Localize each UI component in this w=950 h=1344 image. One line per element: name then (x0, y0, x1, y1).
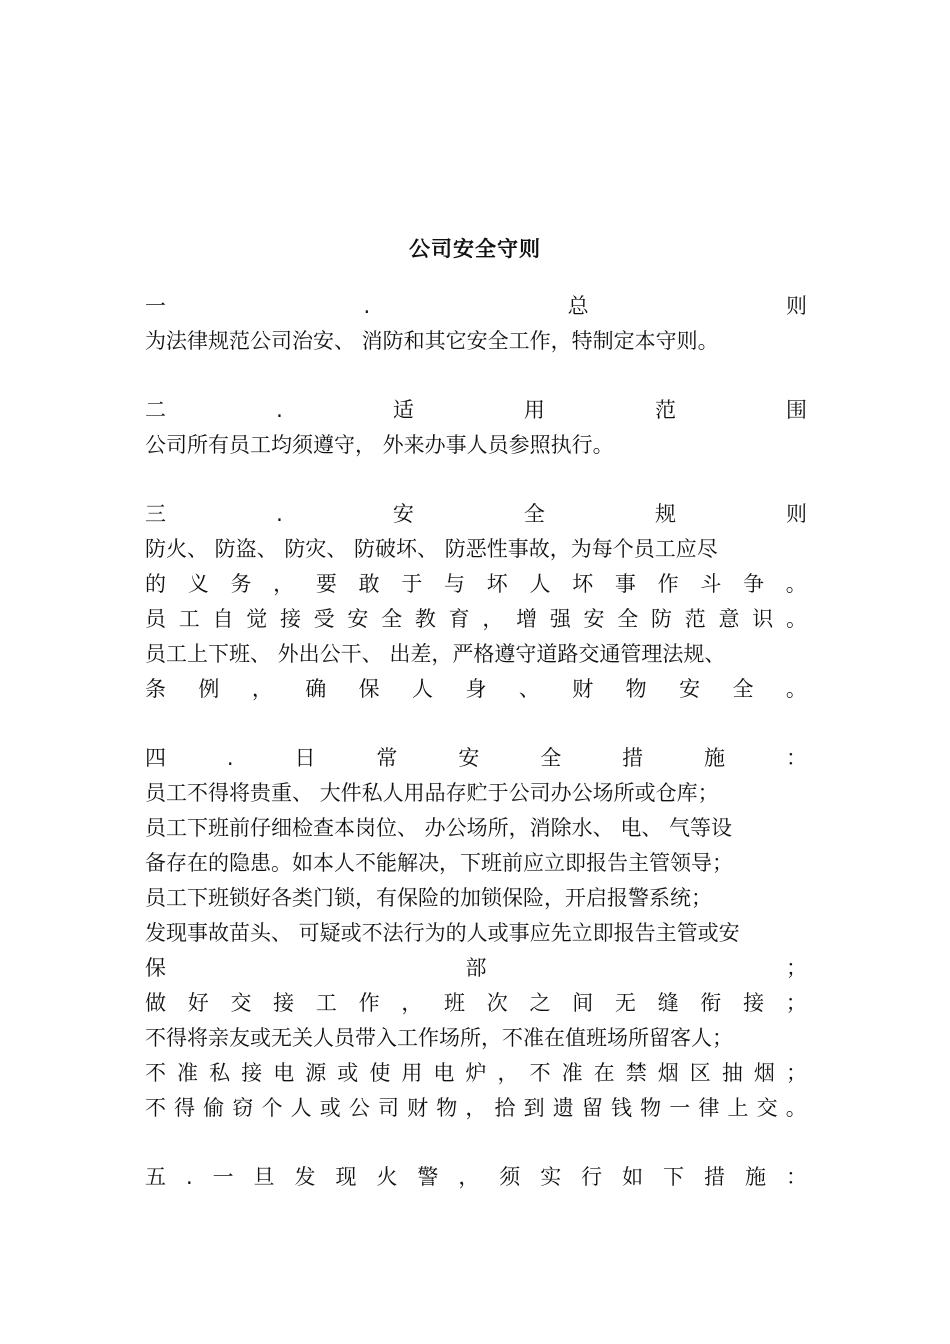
character: ： (785, 746, 807, 770)
paragraph-gap (145, 707, 807, 741)
character: 围 (786, 398, 807, 422)
character: 物 (625, 677, 647, 701)
character: 律 (698, 1096, 720, 1120)
character: 用 (523, 398, 545, 422)
body-line: 为法律规范公司治安、 消防和其它安全工作，特制定本守则。 (145, 329, 719, 353)
character: 于 (401, 572, 423, 596)
character: 措 (622, 746, 644, 770)
character: 施 (704, 746, 726, 770)
character: 四 (145, 746, 166, 770)
body-line (145, 951, 807, 986)
character: 二 (145, 398, 166, 422)
character: 行 (581, 1165, 603, 1189)
character: 发 (294, 1165, 316, 1189)
character: 安 (392, 502, 414, 526)
section-heading (145, 289, 807, 324)
character: 身 (465, 677, 487, 701)
character: 。 (785, 1096, 807, 1120)
character: 与 (444, 572, 466, 596)
character: ， (497, 1061, 519, 1085)
character: 窃 (232, 1096, 254, 1120)
character: 。 (785, 572, 807, 596)
character: 烟 (657, 1061, 679, 1085)
body-line: 员工下班前仔细检查本岗位、 办公场所，消除水、 电、 气等设 (145, 816, 733, 840)
character: 工 (178, 607, 200, 631)
character: 保 (145, 956, 166, 980)
character: 警 (417, 1165, 439, 1189)
character: 上 (727, 1096, 749, 1120)
paragraph-gap (145, 359, 807, 393)
character: 事 (614, 572, 636, 596)
section-heading (145, 393, 807, 428)
character: ； (785, 991, 807, 1015)
character: 安 (458, 746, 480, 770)
character: 一 (669, 1096, 691, 1120)
character: 。 (785, 677, 807, 701)
character: ， (465, 1096, 487, 1120)
character: 日 (294, 746, 316, 770)
character: 实 (540, 1165, 562, 1189)
character: 确 (305, 677, 327, 701)
character: 司 (378, 1096, 399, 1120)
character: 之 (529, 991, 551, 1015)
body-line: 不得将亲友或无关人员带入工作场所，不准在值班场所留客人； (145, 1026, 733, 1050)
character: 全 (523, 502, 545, 526)
character: 抽 (721, 1061, 743, 1085)
character: 钱 (611, 1096, 632, 1120)
body-line: 员工不得将贵重、 大件私人用品存贮于公司办公场所或仓库； (145, 781, 719, 805)
character: 部 (465, 956, 487, 980)
character: 公 (348, 1096, 370, 1120)
character: 一 (145, 294, 166, 318)
character: 育 (448, 607, 470, 631)
character: . (363, 294, 371, 318)
character: 教 (414, 607, 436, 631)
character: 坏 (486, 572, 508, 596)
character: 财 (407, 1096, 429, 1120)
character: 措 (704, 1165, 726, 1189)
character: 好 (187, 991, 209, 1015)
character: ， (273, 572, 295, 596)
character: 须 (499, 1165, 521, 1189)
character: 交 (756, 1096, 778, 1120)
character: 物 (436, 1096, 458, 1120)
character: ， (482, 607, 504, 631)
character: 不 (529, 1061, 551, 1085)
character: 接 (279, 607, 301, 631)
character: 觉 (246, 607, 268, 631)
character: 适 (392, 398, 414, 422)
character: 范 (654, 398, 676, 422)
paragraph-gap (145, 463, 807, 497)
character: 要 (315, 572, 337, 596)
character: 识 (752, 607, 774, 631)
character: 的 (145, 572, 166, 596)
character: 遗 (552, 1096, 574, 1120)
character: 增 (516, 607, 538, 631)
character: 交 (230, 991, 252, 1015)
body-line (145, 1056, 807, 1091)
character: 人 (412, 677, 434, 701)
character: ， (401, 991, 423, 1015)
character: 做 (145, 991, 166, 1015)
paragraph-gap (145, 1126, 807, 1160)
character: 作 (358, 991, 380, 1015)
character: 安 (583, 607, 605, 631)
character: 自 (212, 607, 234, 631)
character: 在 (593, 1061, 615, 1085)
character: 财 (572, 677, 594, 701)
body-line: 防火、 防盗、 防灾、 防破坏、 防恶性事故，为每个员工应尽 (145, 537, 718, 561)
character: 则 (786, 294, 807, 318)
character: 全 (732, 677, 754, 701)
character: . (276, 398, 283, 422)
character: 火 (376, 1165, 398, 1189)
character: 物 (640, 1096, 662, 1120)
character: 无 (614, 991, 636, 1015)
character: 禁 (625, 1061, 647, 1085)
character: ， (458, 1165, 480, 1189)
character: 全 (540, 746, 562, 770)
character: 拾 (494, 1096, 516, 1120)
character: 使 (369, 1061, 391, 1085)
character: 安 (347, 607, 369, 631)
character: 五 (145, 1165, 166, 1189)
body-line (145, 602, 807, 637)
character: 次 (486, 991, 508, 1015)
character: 。 (785, 607, 807, 631)
character: 争 (743, 572, 765, 596)
body-line: 发现事故苗头、 可疑或不法行为的人或事应先立即报告主管或安 (145, 921, 740, 945)
character: 三 (145, 502, 166, 526)
character: 接 (743, 991, 765, 1015)
character: 缝 (657, 991, 679, 1015)
body-line (145, 1091, 807, 1126)
character: 作 (657, 572, 679, 596)
character: ： (785, 1165, 807, 1189)
character: 旦 (253, 1165, 275, 1189)
character: 不 (145, 1096, 166, 1120)
character: . (276, 502, 283, 526)
character: 防 (651, 607, 673, 631)
character: 工 (315, 991, 337, 1015)
character: 员 (145, 607, 166, 631)
body-line (145, 567, 807, 602)
character: . (226, 746, 234, 770)
character: 烟 (753, 1061, 775, 1085)
character: 准 (177, 1061, 199, 1085)
character: 个 (261, 1096, 283, 1120)
body-line: 员工上下班、 外出公干、 出差，严格遵守道路交通管理法规、 (145, 642, 726, 666)
character: 受 (313, 607, 335, 631)
character: 规 (654, 502, 676, 526)
section-heading (145, 497, 807, 532)
character: 偷 (203, 1096, 225, 1120)
character: 强 (549, 607, 571, 631)
character: 则 (786, 502, 807, 526)
character: 得 (174, 1096, 196, 1120)
character: 或 (319, 1096, 341, 1120)
character: 义 (187, 572, 209, 596)
character: ； (786, 956, 807, 980)
character: 接 (273, 991, 295, 1015)
document-body (145, 289, 807, 1195)
character: ， (251, 677, 273, 701)
character: 不 (145, 1061, 166, 1085)
character: 全 (617, 607, 639, 631)
character: 常 (376, 746, 398, 770)
character: 意 (718, 607, 740, 631)
character: 用 (401, 1061, 423, 1085)
character: 例 (198, 677, 220, 701)
character: 条 (145, 677, 166, 701)
character: 范 (684, 607, 706, 631)
character: 间 (572, 991, 594, 1015)
character: 如 (622, 1165, 644, 1189)
character: 电 (433, 1061, 455, 1085)
character: 保 (358, 677, 380, 701)
character: ； (785, 1061, 807, 1085)
character: 人 (529, 572, 551, 596)
character: 施 (744, 1165, 766, 1189)
character: 务 (230, 572, 252, 596)
body-line: 备存在的隐患。如本人不能解决，下班前应立即报告主管领导； (145, 851, 733, 875)
page-title: 公司安全守则 (409, 237, 541, 261)
character: 电 (273, 1061, 295, 1085)
character: 一 (212, 1165, 234, 1189)
character: 接 (241, 1061, 263, 1085)
character: 下 (663, 1165, 685, 1189)
character: 私 (209, 1061, 231, 1085)
body-line: 员工下班锁好各类门锁，有保险的加锁保险，开启报警系统； (145, 886, 712, 910)
character: 全 (381, 607, 403, 631)
section-heading (145, 1160, 807, 1195)
character: 到 (523, 1096, 545, 1120)
character: 留 (581, 1096, 603, 1120)
character: 敢 (358, 572, 380, 596)
section-heading (145, 741, 807, 776)
character: 现 (335, 1165, 357, 1189)
character: 或 (337, 1061, 359, 1085)
character: 炉 (465, 1061, 487, 1085)
body-line (145, 672, 807, 707)
character: 衔 (700, 991, 722, 1015)
character: 区 (689, 1061, 711, 1085)
character: 坏 (572, 572, 594, 596)
character: 、 (518, 677, 540, 701)
character: 人 (290, 1096, 312, 1120)
character: . (185, 1165, 193, 1189)
body-line: 公司所有员工均须遵守， 外来办事人员参照执行。 (145, 433, 614, 457)
character: 准 (561, 1061, 583, 1085)
character: 班 (444, 991, 466, 1015)
character: 斗 (700, 572, 722, 596)
body-line (145, 986, 807, 1021)
character: 源 (305, 1061, 327, 1085)
character: 安 (679, 677, 701, 701)
character: 总 (567, 294, 589, 318)
